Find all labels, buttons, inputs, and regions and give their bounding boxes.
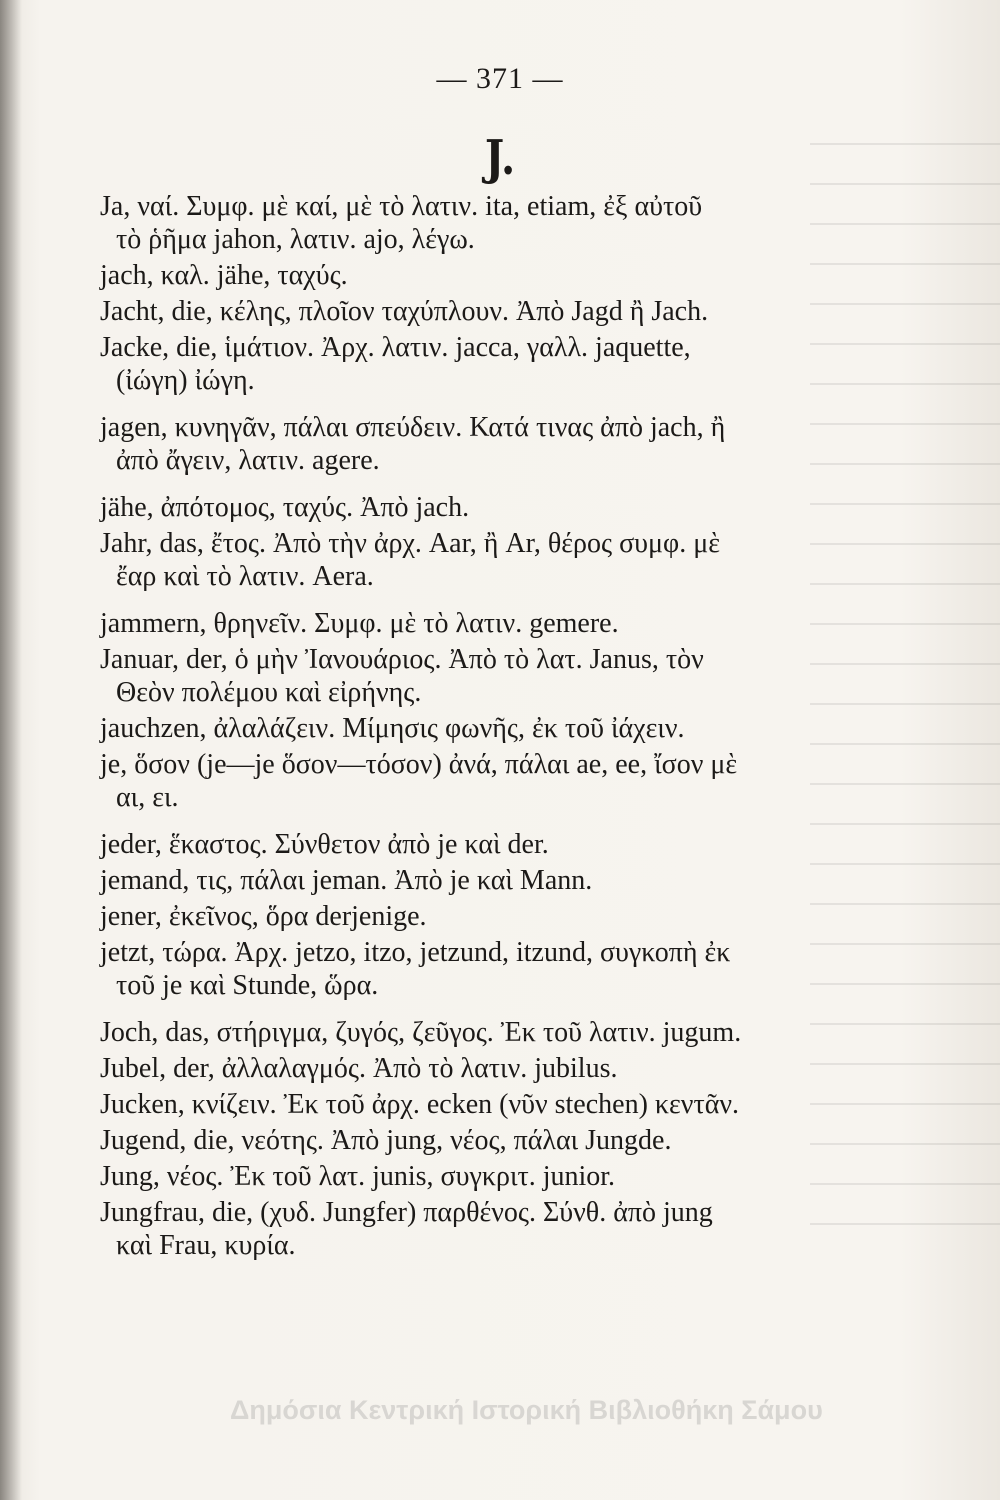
dictionary-entry [100, 864, 840, 897]
entry-headline: Ja, ναί. Συμφ. μὲ καί, μὲ τὸ λατιν. ita, etiam, ἐξ αὐτοῦ [100, 191, 703, 222]
dictionary-entry [100, 295, 840, 328]
dictionary-entry [100, 748, 840, 814]
dictionary-entry [100, 190, 840, 256]
dictionary-entry [100, 527, 840, 593]
dictionary-entry [100, 491, 840, 524]
entry-continuation: τοῦ je καὶ Stunde, ὥρα. [116, 970, 379, 1001]
dictionary-entry [100, 1016, 840, 1049]
entry-headline: jagen, κυνηγᾶν, πάλαι σπεύδειν. Κατά τινας ἀπὸ jach, ἢ [100, 412, 726, 443]
entry-headline: je, ὅσον (je—je ὅσον—τόσον) ἀνά, πάλαι ae, ee, ἴσον μὲ [100, 749, 738, 780]
dictionary-entry [100, 1196, 840, 1262]
section-heading: J. [484, 130, 516, 186]
entry-continuation: ἀπὸ ἄγειν, λατιν. agere. [116, 445, 380, 476]
library-watermark: Δημόσια Κεντρική Ιστορική Βιβλιοθήκη Σάμου [230, 1395, 823, 1425]
dictionary-entry [100, 900, 840, 933]
dictionary-entry [100, 259, 840, 292]
entry-continuation: Θεὸν πολέμου καὶ εἰρήνης. [116, 677, 422, 708]
entry-headline: jemand, τις, πάλαι jeman. Ἀπὸ je καὶ Mann. [100, 865, 593, 896]
entry-continuation: καὶ Frau, κυρία. [116, 1230, 296, 1261]
dictionary-entry [100, 712, 840, 745]
entry-headline: jammern, θρηνεῖν. Συμφ. μὲ τὸ λατιν. gemere. [100, 608, 619, 639]
dictionary-entry [100, 607, 840, 640]
entry-headline: Jacke, die, ἱμάτιον. Ἀρχ. λατιν. jacca, γαλλ. jaquette, [100, 332, 691, 363]
entry-headline: Jungfrau, die, (χυδ. Jungfer) παρθένος. Σύνθ. ἀπὸ jung [100, 1197, 713, 1228]
entry-headline: Joch, das, στήριγμα, ζυγός, ζεῦγος. Ἐκ τοῦ λατιν. jugum. [100, 1017, 742, 1048]
entry-headline: Jung, νέος. Ἐκ τοῦ λατ. junis, συγκριτ. junior. [100, 1161, 616, 1192]
entry-headline: Jugend, die, νεότης. Ἀπὸ jung, νέος, πάλαι Jungde. [100, 1125, 672, 1156]
page-number: — 371 — [436, 62, 564, 95]
entry-headline: jetzt, τώρα. Ἀρχ. jetzo, itzo, jetzund, itzund, συγκοπὴ ἐκ [100, 937, 731, 968]
entry-headline: jauchzen, ἀλαλάζειν. Μίμησις φωνῆς, ἐκ τοῦ ἰάχειν. [100, 713, 685, 744]
dictionary-entry [100, 1088, 840, 1121]
dictionary-entries [100, 190, 840, 1262]
entry-headline: Jucken, κνίζειν. Ἐκ τοῦ ἀρχ. ecken (νῦν stechen) κεντᾶν. [100, 1089, 740, 1120]
dictionary-entry [100, 331, 840, 397]
entry-headline: jener, ἐκεῖνος, ὅρα derjenige. [100, 901, 427, 932]
dictionary-entry [100, 828, 840, 861]
entry-headline: Jubel, der, ἀλλαλαγμός. Ἀπὸ τὸ λατιν. jubilus. [100, 1053, 618, 1084]
entry-continuation: (ἰώγη) ἰώγη. [116, 365, 255, 396]
binding-shadow [0, 0, 22, 1500]
entry-headline: jähe, ἀπότομος, ταχύς. Ἀπὸ jach. [100, 492, 470, 523]
dictionary-entry [100, 1052, 840, 1085]
entry-headline: jeder, ἕκαστος. Σύνθετον ἀπὸ je καὶ der. [100, 829, 549, 860]
dictionary-entry [100, 936, 840, 1002]
dictionary-entry [100, 1160, 840, 1193]
entry-headline: Jacht, die, κέλης, πλοῖον ταχύπλουν. Ἀπὸ Jagd ἢ Jach. [100, 296, 709, 327]
dictionary-entry [100, 1124, 840, 1157]
entry-headline: jach, καλ. jähe, ταχύς. [100, 260, 348, 291]
entry-headline: Jahr, das, ἔτος. Ἀπὸ τὴν ἀρχ. Aar, ἢ Ar, θέρος συμφ. μὲ [100, 528, 720, 559]
dictionary-entry [100, 643, 840, 709]
entry-headline: Januar, der, ὁ μὴν Ἰανουάριος. Ἀπὸ τὸ λατ. Janus, τὸν [100, 644, 704, 675]
entry-continuation: ἔαρ καὶ τὸ λατιν. Aera. [116, 561, 374, 592]
entry-continuation: αι, ει. [116, 782, 179, 813]
dictionary-entry [100, 411, 840, 477]
entry-continuation: τὸ ῥῆμα jahon, λατιν. ajo, λέγω. [116, 224, 475, 255]
